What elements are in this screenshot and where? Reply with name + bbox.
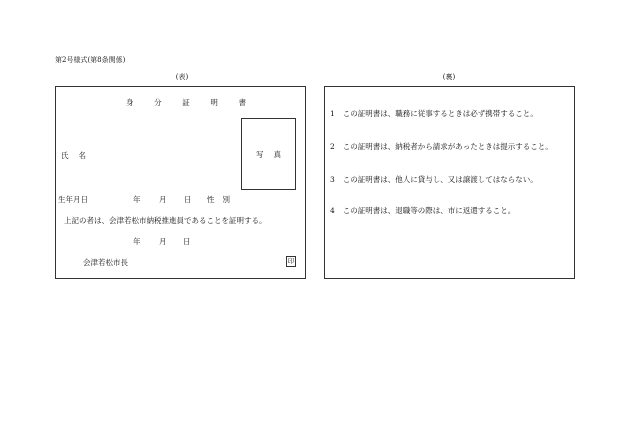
note-item — [330, 109, 538, 119]
note-text: この証明書は、納税者から請求があったときは提示すること。 — [342, 142, 553, 151]
name-label — [61, 151, 86, 161]
note-item — [330, 142, 553, 152]
name-char: 氏 — [61, 151, 69, 160]
id-card-back — [324, 86, 575, 279]
issue-day-unit: 日 — [183, 237, 191, 246]
title-char: 分 — [154, 98, 162, 107]
note-text: この証明書は、他人に貸与し、又は譲渡してはならない。 — [342, 175, 538, 184]
note-text: この証明書は、職務に従事するときは必ず携帯すること。 — [342, 109, 538, 118]
photo-char: 写 — [256, 150, 264, 159]
title-char: 身 — [126, 98, 134, 107]
note-number: 4 — [330, 206, 335, 215]
id-card-front — [55, 86, 306, 279]
sex-char: 性 — [207, 195, 215, 204]
note-item — [330, 175, 538, 185]
note-number: 1 — [330, 109, 335, 118]
card-title — [126, 98, 246, 108]
certification-statement: 上記の者は、会津若松市納税推進員であることを証明する。 — [64, 216, 267, 225]
sex-char: 別 — [222, 195, 230, 204]
photo-box — [241, 118, 296, 190]
note-number: 2 — [330, 142, 335, 151]
form-code: 第2号様式(第8条関係) — [55, 56, 126, 64]
issue-month-unit: 月 — [159, 237, 167, 246]
title-char: 書 — [238, 98, 246, 107]
birthdate-day-unit: 日 — [184, 195, 192, 204]
birthdate-year-unit: 年 — [133, 195, 141, 204]
issue-year-unit: 年 — [133, 237, 141, 246]
birthdate-month-unit: 月 — [159, 195, 167, 204]
front-side-label: (表) — [175, 73, 189, 81]
note-text: この証明書は、退職等の際は、市に返還すること。 — [342, 206, 516, 215]
back-side-label: (裏) — [442, 73, 456, 81]
name-char: 名 — [78, 151, 86, 160]
title-char: 明 — [210, 98, 218, 107]
photo-label — [242, 150, 295, 160]
birthdate-label: 生年月日 — [58, 195, 88, 204]
seal-mark: 印 — [287, 257, 295, 265]
photo-char: 真 — [273, 150, 281, 159]
note-item — [330, 206, 515, 216]
title-char: 証 — [182, 98, 190, 107]
sex-label — [207, 195, 230, 205]
note-number: 3 — [330, 175, 335, 184]
issuer-name: 会津若松市長 — [83, 258, 128, 267]
